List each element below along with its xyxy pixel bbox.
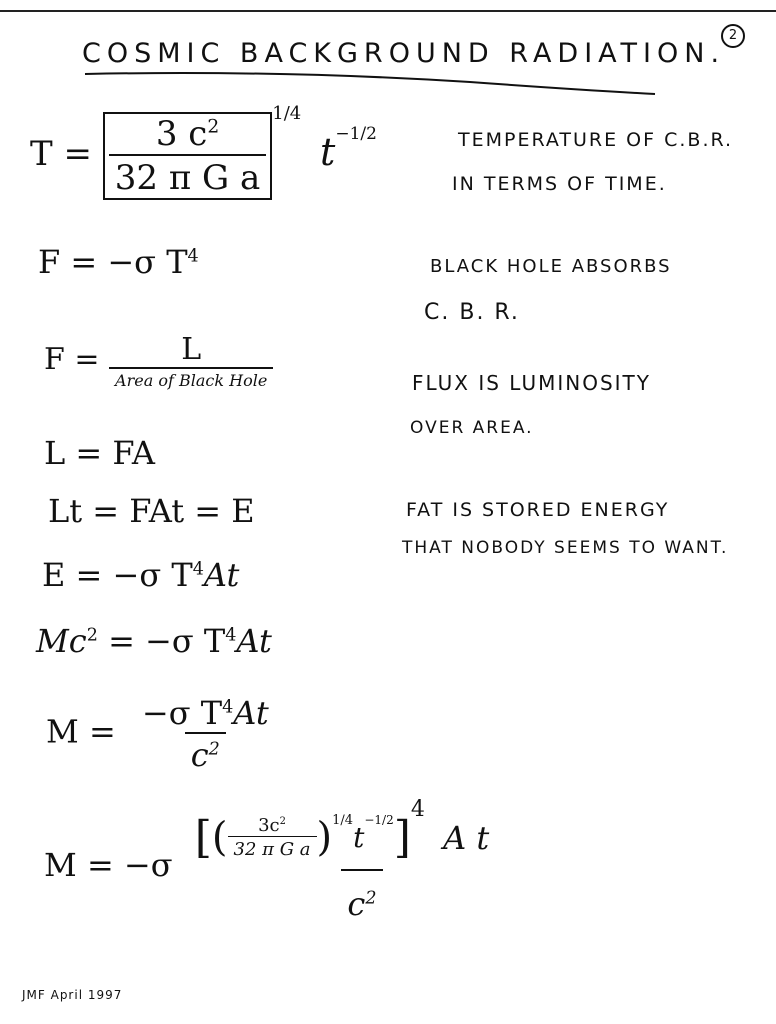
- note-temperature-line1: [458, 129, 733, 151]
- equation-mass: [46, 694, 275, 774]
- eq1-t: t: [320, 130, 336, 174]
- eq1-fraction: [109, 114, 266, 198]
- equation-temperature: [30, 102, 377, 200]
- eq4-text: L = FA: [44, 434, 155, 472]
- page-number-text: 2: [728, 28, 738, 43]
- eq8-denominator: c: [190, 736, 209, 774]
- note1-line2-text: IN TERMS OF TIME.: [452, 173, 667, 195]
- eq9-denominator-exp: 2: [365, 888, 377, 909]
- eq6-text: E = −σ T: [42, 556, 193, 594]
- eq3-lhs: F =: [44, 342, 100, 377]
- eq5-text: Lt = FAt = E: [48, 492, 255, 530]
- eq8-numerator: −σ T: [141, 694, 223, 732]
- note1-line1-text: TEMPERATURE OF C.B.R.: [458, 129, 734, 151]
- eq1-denominator: 32 π G a: [109, 154, 266, 198]
- eq9-inner-numerator: 3c: [258, 815, 280, 836]
- top-rule: [0, 10, 776, 12]
- eq8-numerator-exp: 4: [222, 697, 234, 718]
- eq7-mid: = −σ T: [97, 622, 226, 660]
- eq1-numerator-exp: 2: [207, 116, 220, 138]
- signature-text: JMF April 1997: [22, 988, 123, 1002]
- eq3-numerator: L: [181, 332, 202, 367]
- note2-line2-text: C. B. R.: [424, 300, 520, 325]
- note-black-hole-line1: [430, 256, 672, 277]
- eq9-denominator: c: [347, 885, 366, 923]
- eq1-bracket: [103, 112, 272, 200]
- note4-line1-text: FAT IS STORED ENERGY: [406, 499, 670, 521]
- title-underline: [80, 68, 660, 102]
- eq2-exp: 4: [187, 246, 199, 267]
- eq9-lhs: M = −σ: [44, 846, 173, 884]
- note4-line2-text: THAT NOBODY SEEMS TO WANT.: [402, 538, 729, 558]
- page-title-text: COSMIC BACKGROUND RADIATION.: [82, 38, 726, 69]
- eq9-tail: A t: [443, 818, 490, 857]
- eq2-text: F = −σ T: [38, 243, 188, 281]
- eq9-t-exp: −1/2: [364, 813, 394, 828]
- eq7-tail: At: [236, 622, 272, 660]
- equation-flux: [38, 243, 199, 281]
- eq9-inner-exp: 1/4: [332, 813, 354, 829]
- note-black-hole-line2: [424, 300, 520, 325]
- eq8-numerator-tail: At: [233, 694, 269, 732]
- eq9-inner-numerator-exp: 2: [279, 816, 286, 827]
- eq1-t-exp: −1/2: [335, 123, 377, 144]
- note3-line1-text: FLUX IS LUMINOSITY: [412, 371, 651, 395]
- eq7-lhs: Mc: [36, 622, 87, 660]
- note2-line1-text: BLACK HOLE ABSORBS: [430, 256, 672, 277]
- note-fat-line1: [406, 499, 669, 521]
- equation-luminosity: [44, 434, 155, 472]
- eq8-lhs: M =: [46, 712, 116, 751]
- equation-flux-area: [44, 332, 273, 390]
- eq1-lhs: T =: [30, 134, 92, 174]
- note3-line2-text: OVER AREA.: [410, 418, 534, 438]
- equation-energy: [48, 492, 255, 530]
- eq8-denominator-exp: 2: [208, 739, 220, 760]
- page-title: [82, 38, 725, 69]
- eq9-inner-denominator: 32 π G a: [228, 836, 317, 860]
- eq3-denominator: Area of Black Hole: [109, 367, 273, 390]
- eq7-lhs-exp: 2: [86, 625, 98, 646]
- eq9-outer-exp: 4: [410, 797, 425, 823]
- equation-energy-sigma: [42, 556, 239, 594]
- note-flux-line2: [410, 418, 534, 438]
- note-flux-line1: [412, 371, 651, 395]
- signature: [22, 988, 122, 1002]
- eq6-exp: 4: [192, 559, 204, 580]
- eq6-tail: At: [203, 556, 240, 594]
- eq7-exp: 4: [225, 625, 237, 646]
- eq9-t: t: [353, 821, 365, 854]
- eq1-outer-exp: 1/4: [272, 102, 302, 124]
- eq9-fraction: [( $\frac{3c^2}{\text{32 π G a}}$ )$^{1/4}t^{-1/2}]^4$ A t $c^2$: [194, 797, 490, 923]
- eq8-fraction: [136, 694, 275, 774]
- eq1-numerator: 3 c: [155, 114, 208, 154]
- equation-mass-final: [44, 797, 529, 923]
- note-fat-line2: [402, 538, 728, 558]
- equation-mass-energy: [36, 622, 272, 660]
- eq3-fraction: [109, 332, 273, 390]
- eq9-inner-fraction: [228, 815, 317, 860]
- note-temperature-line2: [452, 173, 667, 195]
